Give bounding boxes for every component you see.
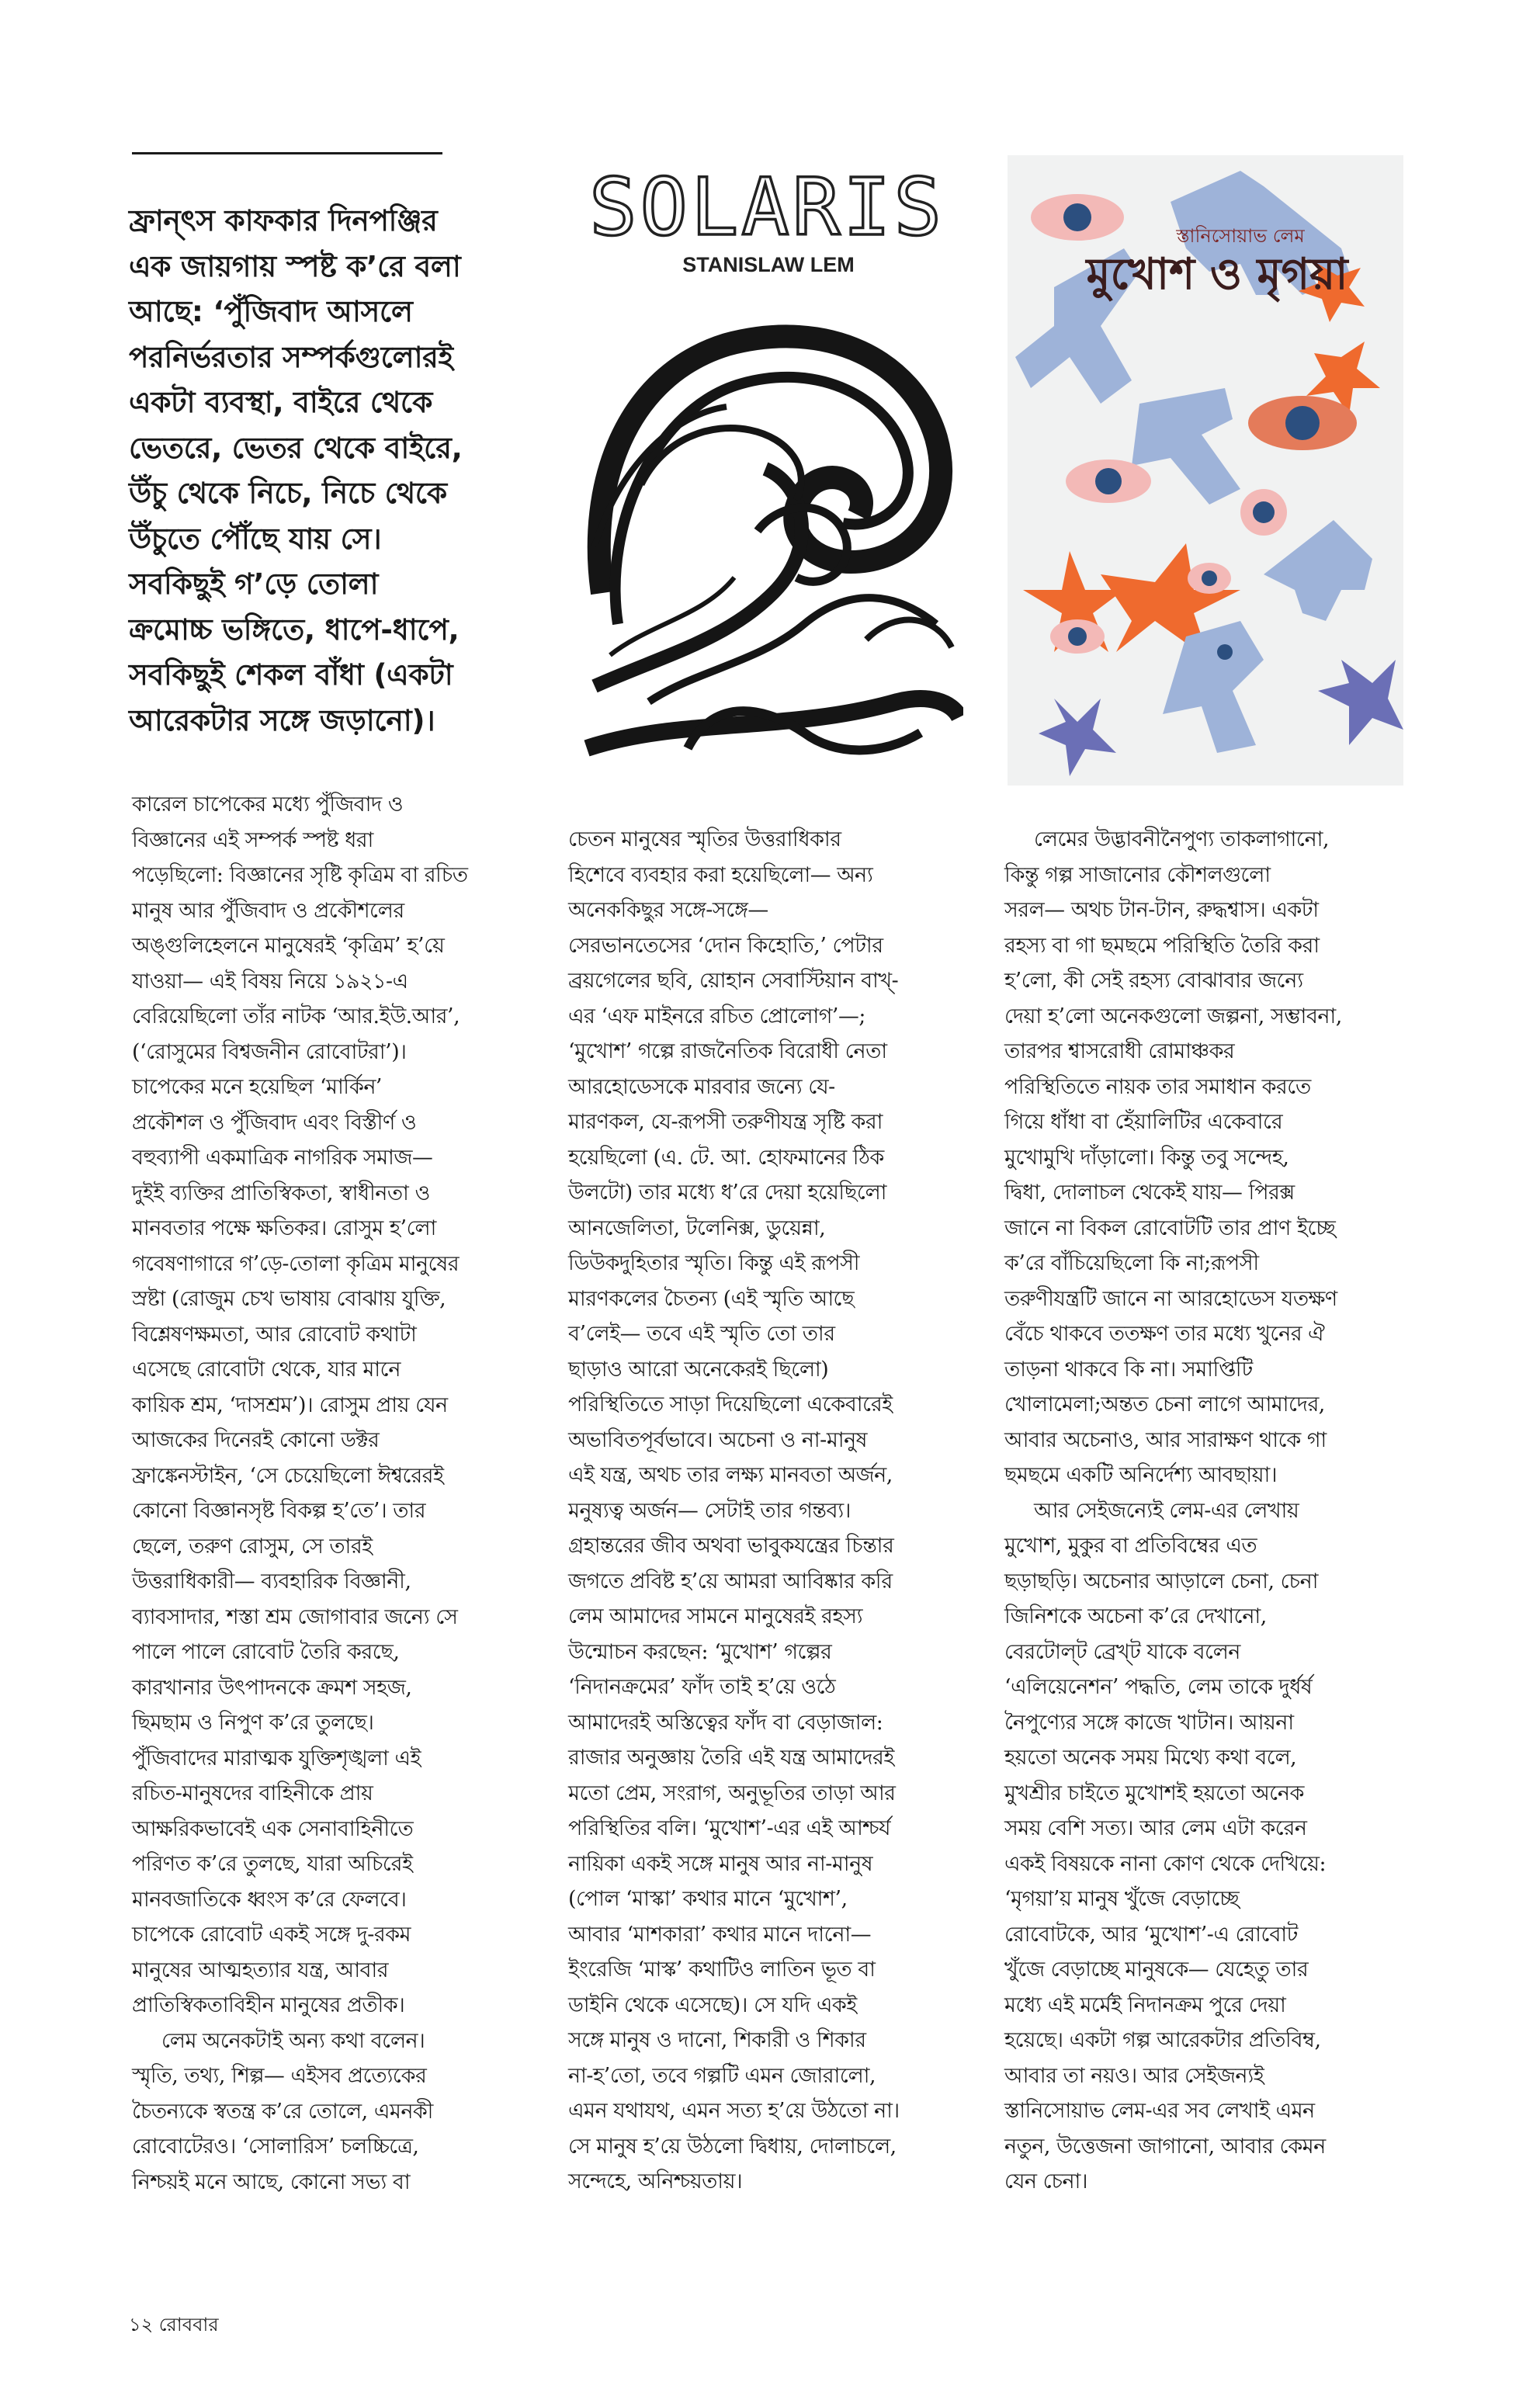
mukhosh-author: স্তানিসোয়াভ লেম	[1176, 225, 1305, 247]
page-folio: ১২ রোববার	[129, 2314, 219, 2336]
mukhosh-cover-art	[1008, 155, 1403, 786]
paragraph: আর সেইজন্যেই লেম-এর লেখায় মুখোশ, মুকুর বা প্রতিবিম্বের এত ছড়াছড়ি। অচেনার আড়ালে চেনা, চেনা জিনিশকে অচেনা ক’রে দেখানো, বেরটোল্‌ট ব্রেখ্‌ট যাকে বলেন ‘এলিয়েনেশন’ পদ্ধতি, লেম তাকে দুর্ধর্ষ নৈপুণ্যের সঙ্গে কাজে খাটান। আয়না হয়তো অনেক সময় মিথ্যে কথা বলে, মুখশ্রীর চাইতে মুখোশই হয়তো অনেক সময় বেশি সত্য। আর লেম এটা করেন একই বিষয়কে নানা কোণ থেকে দেখিয়ে: ‘মৃগয়া’য় মানুষ খুঁজে বেড়াচ্ছে রোবোটকে, আর ‘মুখোশ’-এ রোবোট খুঁজে বেড়াচ্ছে মানুষকে— যেহেতু তার মধ্যে এই মর্মেই নিদানক্রম পুরে দেয়া হয়েছে। একটা গল্প আরেকটার প্রতিবিম্ব, আবার তা নয়ও। আর সেইজন্যই স্তানিসোয়াভ লেম-এর সব লেখাই এমন নতুন, উত্তেজনা জাগানো, আবার কেমন যেন চেনা।	[1004, 1498, 1327, 2194]
figure-shapes	[1015, 248, 1264, 753]
paragraph: কারেল চাপেকের মধ্যে পুঁজিবাদ ও বিজ্ঞানের এই সম্পর্ক স্পষ্ট ধরা পড়েছিলো: বিজ্ঞানের সৃষ্টি কৃত্রিম বা রচিত মানুষ আর পুঁজিবাদ ও প্রকৌশলের অঙ্গুলিহেলনে মানুষেরই ‘কৃত্রিম’ হ’য়ে যাওয়া— এই বিষয় নিয়ে ১৯২১-এ বেরিয়েছিলো তাঁর নাটক ‘আর.ইউ.আর’, (‘রোসুমের বিশ্বজনীন রোবোটরা’)। চাপেকের মনে হয়েছিল ‘মার্কিন’ প্রকৌশল ও পুঁজিবাদ এবং বিস্তীর্ণ ও বহুব্যাপী একমাত্রিক নাগরিক সমাজ— দুইই ব্যক্তির প্রাতিস্বিকতা, স্বাধীনতা ও মানবতার পক্ষে ক্ষতিকর। রোসুম হ’লো গবেষণাগারে গ’ড়ে-তোলা কৃত্রিম মানুষের স্রষ্টা (রোজুম চেখ ভাষায় বোঝায় যুক্তি, বিশ্লেষণক্ষমতা, আর রোবোট কথাটা এসেছে রোবোটা থেকে, যার মানে কায়িক শ্রম, ‘দাসশ্রম’)। রোসুম প্রায় যেন আজকের দিনেরই কোনো ডক্টর ফ্রাঙ্কেনস্টাইন, ‘সে চেয়েছিলো ঈশ্বরেরই কোনো বিজ্ঞানসৃষ্ট বিকল্প হ’তে’। তার ছেলে, তরুণ রোসুম, সে তারই উত্তরাধিকারী— ব্যবহারিক বিজ্ঞানী, ব্যাবসাদার, শস্তা শ্রম জোগাবার জন্যে সে পালে পালে রোবোট তৈরি করছে, কারখানার উৎপাদনকে ক্রমশ সহজ, ছিমছাম ও নিপুণ ক’রে তুলছে। পুঁজিবাদের মারাত্মক যুক্তিশৃঙ্খলা এই রচিত-মানুষদের বাহিনীকে প্রায় আক্ষরিকভাবেই এক সেনাবাহিনীতে পরিণত ক’রে তুলছে, যারা অচিরেই মানবজাতিকে ধ্বংস ক’রে ফেলবে। চাপেকে রোবোট একই সঙ্গে দু-রকম মানুষের আত্মহত্যার যন্ত্র, আবার প্রাতিস্বিকতাবিহীন মানুষের প্রতীক।	[132, 792, 468, 2017]
paragraph: চেতন মানুষের স্মৃতির উত্তরাধিকার হিশেবে ব্যবহার করা হয়েছিলো— অন্য অনেককিছুর সঙ্গে-সঙ্গে— সেরভানতেসের ‘দোন কিহোতি,’ পেটার ব্রয়গেলের ছবি, য়োহান সেবাস্টিয়ান বাখ্‌- এর ‘এফ মাইনরে রচিত প্রোলোগ’—; ‘মুখোশ’ গল্পে রাজনৈতিক বিরোধী নেতা আরহোডেসকে মারবার জন্যে যে- মারণকল, যে-রূপসী তরুণীযন্ত্র সৃষ্টি করা হয়েছিলো (এ. টে. আ. হোফমানের ঠিক উলটো) তার মধ্যে ধ’রে দেয়া হয়েছিলো আনজেলিতা, টলেনিক্স, ডুয়েন্না, ডিউকদুহিতার স্মৃতি। কিন্তু এই রূপসী মারণকলের চৈতন্য (এই স্মৃতি আছে ব’লেই— তবে এই স্মৃতি তো তার ছাড়াও আরো অনেকেরই ছিলো) পরিস্থিতিতে সাড়া দিয়েছিলো একেবারেই অভাবিতপূর্বভাবে। অচেনা ও না-মানুষ এই যন্ত্র, অথচ তার লক্ষ্য মানবতা অর্জন, মনুষ্যত্ব অর্জন— সেটাই তার গন্তব্য। গ্রহান্তরের জীব অথবা ভাবুকযন্ত্রের চিন্তার জগতে প্রবিষ্ট হ’য়ে আমরা আবিষ্কার করি লেম আমাদের সামনে মানুষেরই রহস্য উন্মোচন করছেন: ‘মুখোশ’ গল্পের ‘নিদানক্রমের’ ফাঁদ তাই হ’য়ে ওঠে আমাদেরই অস্তিত্বের ফাঁদ বা বেড়াজাল: রাজার অনুজ্ঞায় তৈরি এই যন্ত্র আমাদেরই মতো প্রেম, সংরাগ, অনুভূতির তাড়া আর পরিস্থিতির বলি। ‘মুখোশ’-এর এই আশ্চর্য নায়িকা একই সঙ্গে মানুষ আর না-মানুষ (পোল ‘মাস্কা’ কথার মানে ‘মুখোশ’, আবার ‘মাশকারা’ কথার মানে দানো— ইংরেজি ‘মাস্ক’ কথাটিও লাতিন ভূত বা ডাইনি থেকে এসেছে)। সে যদি একই সঙ্গে মানুষ ও দানো, শিকারী ও শিকার না-হ’তো, তবে গল্পটি এমন জোরালো, এমন যথাযথ, এমন সত্য হ’য়ে উঠতো না। সে মানুষ হ’য়ে উঠলো দ্বিধায়, দোলাচলে, সন্দেহে, অনিশ্চয়তায়।	[568, 827, 900, 2194]
solaris-author: STANISLAW LEM	[682, 253, 855, 276]
solaris-book-cover	[571, 158, 963, 786]
pull-quote: ফ্রান্‌ৎস কাফকার দিনপঞ্জির এক জায়গায় স্পষ্ট ক’রে বলা আছে: ‘পুঁজিবাদ আসলে পরনির্ভরতার সম্পর্কগুলোরই একটা ব্যবস্থা, বাইরে থেকে ভেতরে, ভেতর থেকে বাইরে, উঁচু থেকে নিচে, নিচে থেকে উঁচুতে পৌঁছে যায় সে। সবকিছুই গ’ড়ে তোলা ক্রমোচ্চ ভঙ্গিতে, ধাপে-ধাপে, সবকিছুই শেকল বাঁধা (একটা আরেকটার সঙ্গে জড়ানো)।	[129, 203, 463, 737]
solaris-title: SOLARIS	[589, 161, 945, 254]
mukhosh-book-cover	[1008, 155, 1403, 786]
paragraph: লেম অনেকটাই অন্য কথা বলেন। স্মৃতি, তথ্য, শিল্প— এইসব প্রত্যেকের চৈতন্যকে স্বতন্ত্র ক’রে তোলে, এমনকী রোবোটেরও। ‘সোলারিস’ চলচ্চিত্রে, নিশ্চয়ই মনে আছে, কোনো সভ্য বা	[132, 2028, 433, 2194]
wave-illustration	[587, 336, 959, 750]
article-column-3	[1004, 822, 1408, 2200]
paragraph: লেমের উদ্ভাবনীনৈপুণ্য তাকলাগানো, কিন্তু গল্প সাজানোর কৌশলগুলো সরল— অথচ টান-টান, রুদ্ধশ্বাস। একটা রহস্য বা গা ছমছমে পরিস্থিতি তৈরি করা হ’লো, কী সেই রহস্য বোঝাবার জন্যে দেয়া হ’লো অনেকগুলো জল্পনা, সম্ভাবনা, তারপর শ্বাসরোধী রোমাঞ্চকর পরিস্থিতিতে নায়ক তার সমাধান করতে গিয়ে ধাঁধা বা হেঁয়ালিটির একেবারে মুখোমুখি দাঁড়ালো। কিন্তু তবু সন্দেহ, দ্বিধা, দোলাচল থেকেই যায়— পিরক্স জানে না বিকল রোবোটটি তার প্রাণ ইচ্ছে ক’রে বাঁচিয়েছিলো কি না;রূপসী তরুণীযন্ত্রটি জানে না আরহোডেস যতক্ষণ বেঁচে থাকবে ততক্ষণ তার মধ্যে খুনের ঐ তাড়না থাকবে কি না। সমাপ্তিটি খোলামেলা;অন্তত চেনা লাগে আমাদের, আবার অচেনাও, আর সারাক্ষণ থাকে গা ছমছমে একটি অনির্দেশ্য আবছায়া।	[1004, 827, 1342, 1487]
article-column-2	[568, 822, 972, 2200]
mukhosh-title: মুখোশ ও মৃগয়া	[1086, 249, 1348, 300]
article-column-1	[132, 787, 536, 2200]
solaris-cover-art	[571, 158, 963, 786]
top-rule	[132, 152, 442, 154]
